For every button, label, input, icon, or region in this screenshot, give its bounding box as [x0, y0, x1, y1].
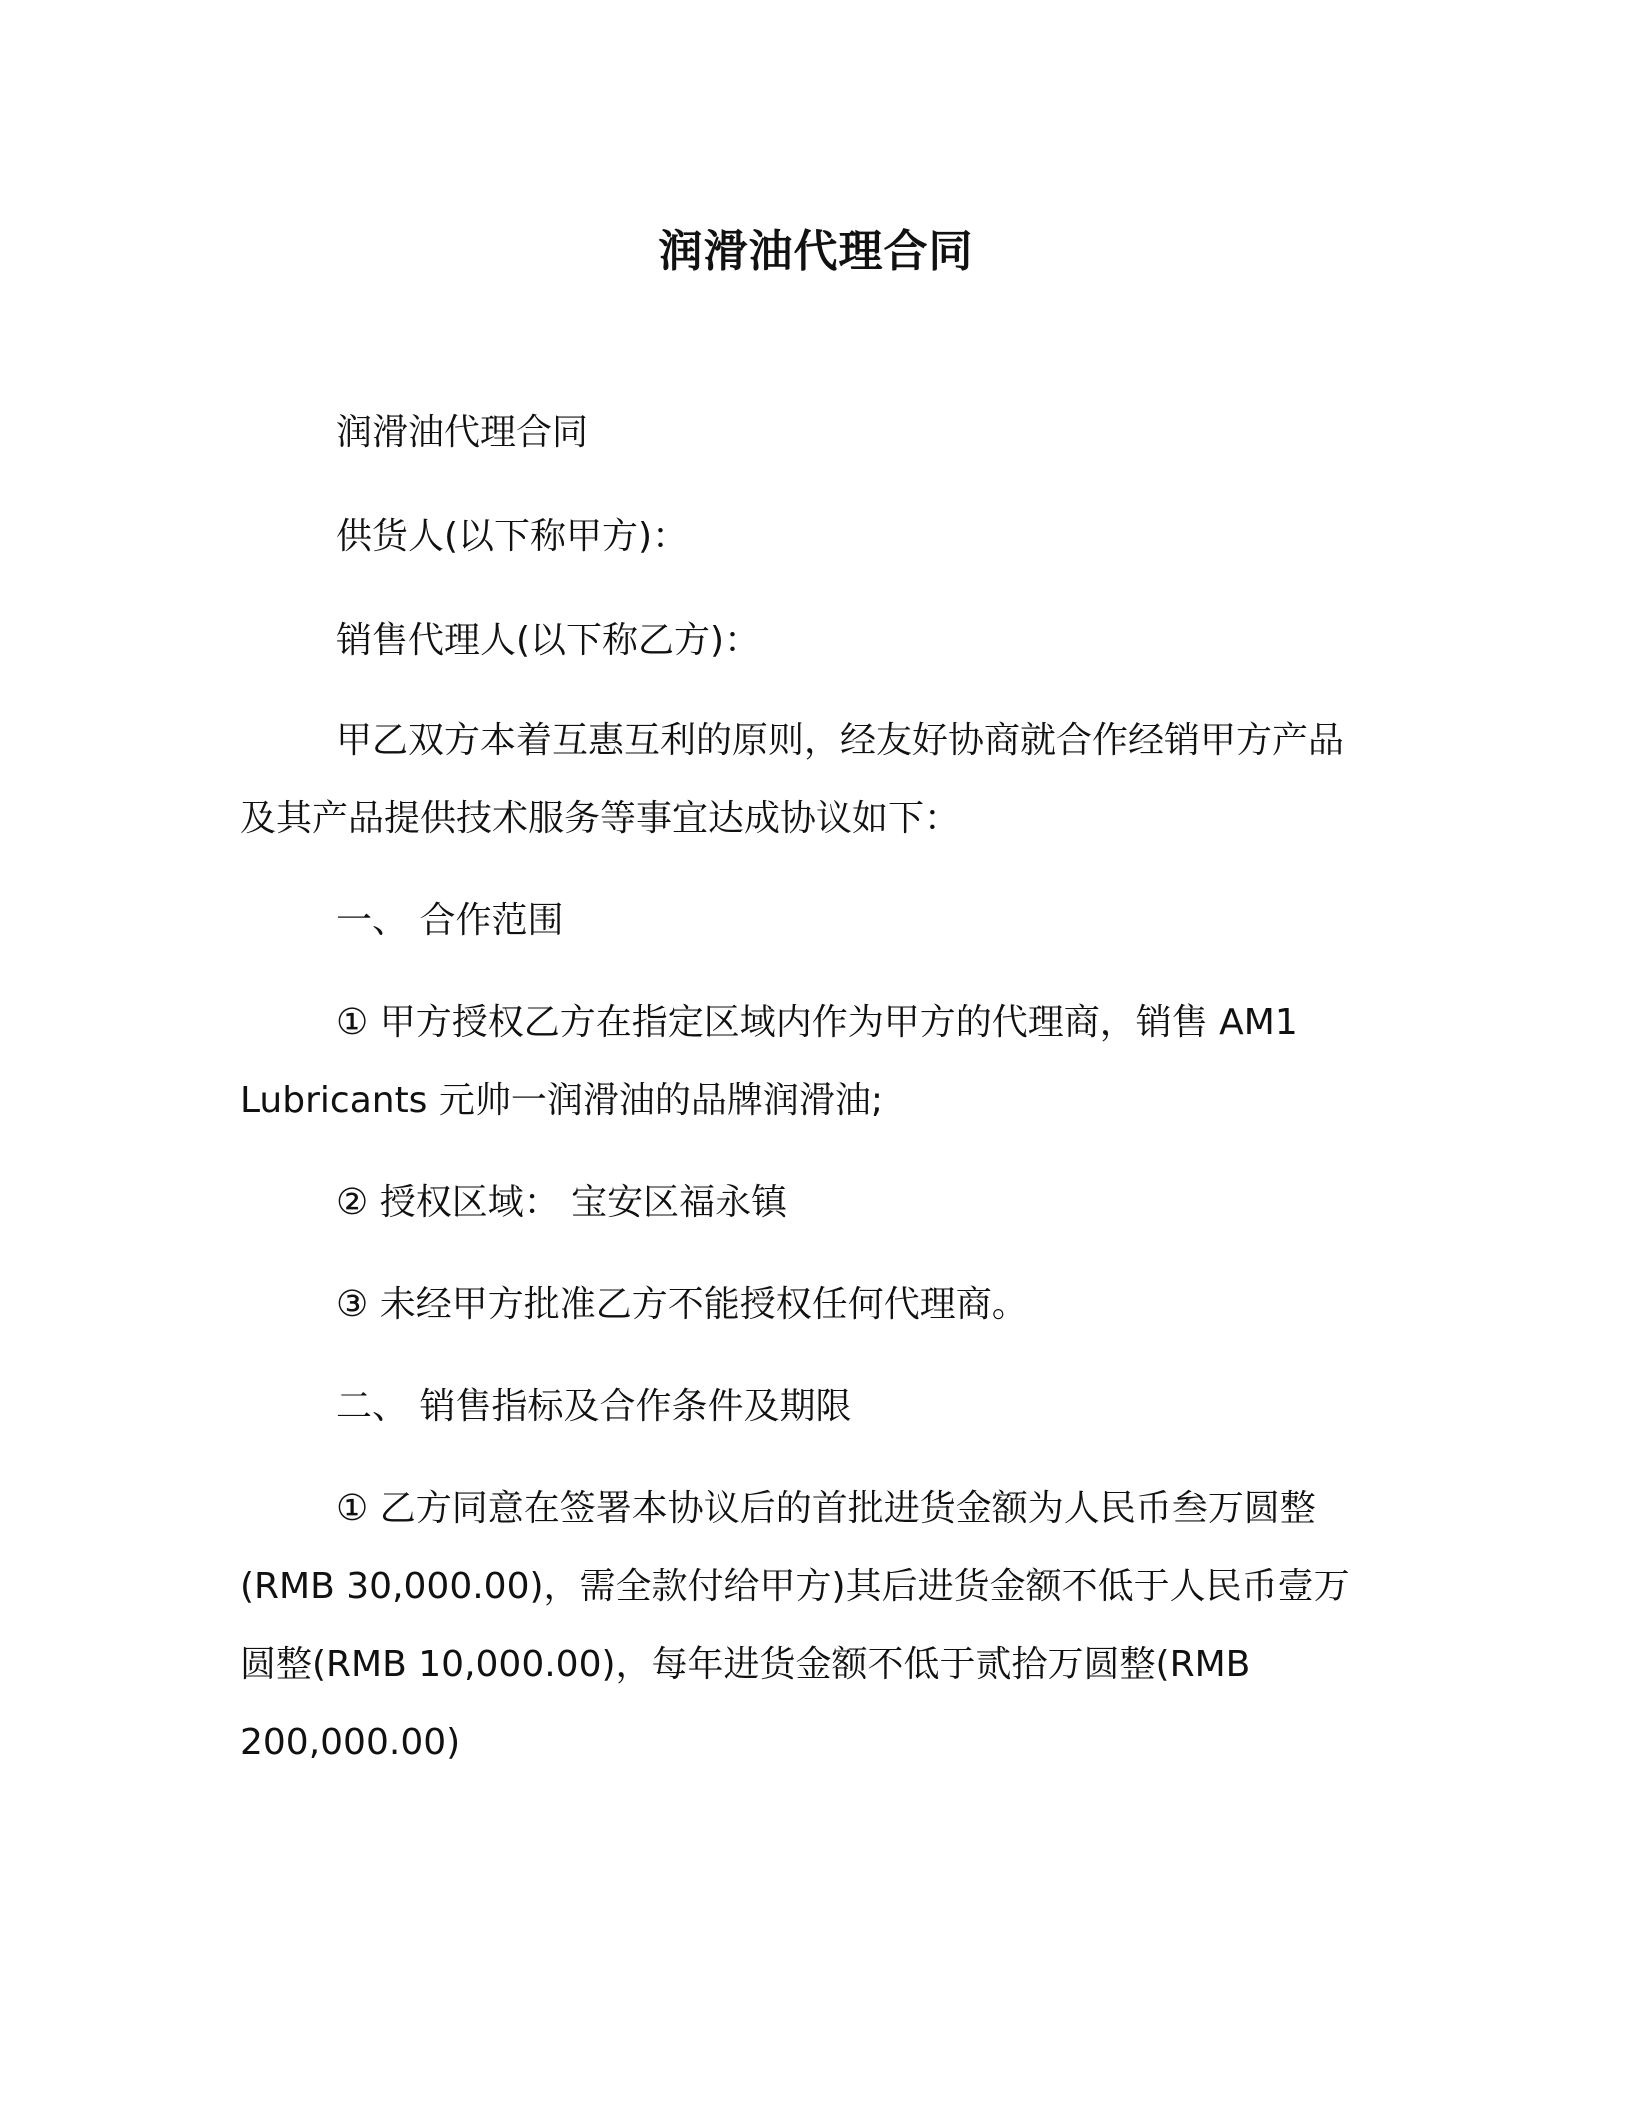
paragraph-line: 一、 合作范围	[336, 900, 564, 941]
paragraph-line: 销售代理人(以下称乙方)：	[336, 620, 761, 661]
paragraph-line: 圆整(RMB 10,000.00)，每年进货金额不低于贰拾万圆整(RMB	[240, 1644, 1251, 1685]
paragraph-line: ② 授权区域： 宝安区福永镇	[336, 1182, 788, 1223]
paragraph-line: ① 甲方授权乙方在指定区域内作为甲方的代理商，销售 AM1	[336, 1002, 1298, 1043]
section-heading-scope	[240, 882, 1400, 960]
document-title: 润滑油代理合同	[658, 226, 974, 277]
paragraph-line: 润滑油代理合同	[336, 412, 589, 453]
paragraph-line: Lubricants 元帅一润滑油的品牌润滑油;	[240, 1080, 884, 1121]
paragraph-heading	[240, 394, 1400, 472]
paragraph-agent	[240, 602, 1400, 680]
paragraph-supplier	[240, 498, 1400, 576]
paragraph-line: 甲乙双方本着互惠互利的原则，经友好协商就合作经销甲方产品	[336, 720, 1345, 761]
paragraph-line: 及其产品提供技术服务等事宜达成协议如下：	[240, 798, 961, 839]
paragraph-line: ③ 未经甲方批准乙方不能授权任何代理商。	[336, 1284, 1028, 1325]
paragraph-line: (RMB 30,000.00)，需全款付给甲方)其后进货金额不低于人民币壹万	[240, 1566, 1350, 1607]
paragraph-line: 二、 销售指标及合作条件及期限	[336, 1386, 852, 1427]
paragraph-line: 200,000.00)	[240, 1722, 461, 1763]
paragraph-line: 供货人(以下称甲方)：	[336, 516, 689, 557]
section-heading-sales	[240, 1368, 1400, 1446]
paragraph-intro	[240, 702, 1400, 858]
clause-sales-1	[240, 1470, 1400, 1782]
clause-scope-1	[240, 984, 1400, 1140]
clause-scope-2	[240, 1164, 1400, 1242]
paragraph-line: ① 乙方同意在签署本协议后的首批进货金额为人民币叁万圆整	[336, 1488, 1316, 1529]
clause-scope-3	[240, 1266, 1400, 1344]
